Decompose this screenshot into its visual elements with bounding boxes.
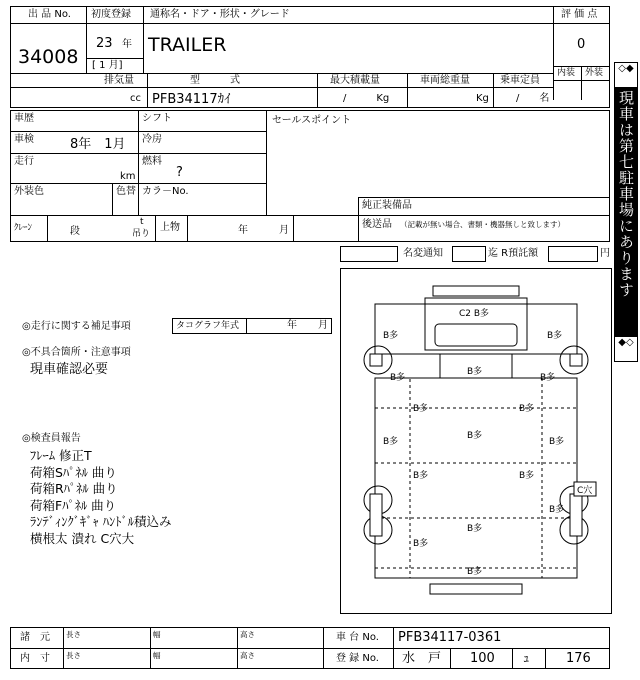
yen-label: 円 <box>600 248 610 259</box>
damage-label: B多 <box>383 437 399 447</box>
damage-label: B多 <box>413 539 429 549</box>
max-load-unit: / Kg <box>343 93 390 104</box>
defects-title: ◎不具合箇所・注意事項 <box>22 347 131 358</box>
side-banner <box>614 88 638 336</box>
side-banner-top: ◇◆ <box>614 62 638 88</box>
cab-roof <box>433 286 519 296</box>
type-label: 型 式 <box>190 75 240 86</box>
driving-title: ◎走行に関する補足事項 <box>22 321 131 332</box>
lot-number: 34008 <box>18 46 79 68</box>
shift-label: シフト <box>142 113 172 124</box>
height-label-2: 高さ <box>240 651 255 660</box>
defects-text: 現車確認必要 <box>30 362 109 377</box>
ac-label: 冷房 <box>142 134 162 145</box>
damage-label: B多 <box>547 331 563 341</box>
tacho-month: 月 <box>318 320 328 331</box>
width-label-2: 幅 <box>153 651 161 660</box>
damage-label: B多 <box>467 567 483 577</box>
gross-weight-unit: Kg <box>476 93 489 104</box>
damage-label: B多 <box>413 404 429 414</box>
displacement-label: 排気量 <box>104 75 134 86</box>
crane-ton: t <box>140 217 144 227</box>
inspector-line: ﾌﾚｰﾑ 修正T <box>30 448 92 463</box>
crane-label: ｸﾚｰﾝ <box>14 223 33 233</box>
width-label: 幅 <box>153 630 161 639</box>
upper-month: 月 <box>279 225 289 236</box>
car-name: TRAILER <box>148 34 227 56</box>
displacement-unit: cc <box>130 93 141 104</box>
damage-label: C2 B多 <box>459 309 490 319</box>
inspector-line: 荷箱Rﾊﾟﾈﾙ 曲り <box>30 481 118 496</box>
inspection-label: 車検 <box>14 134 34 145</box>
first-reg-year-unit: 年 <box>122 39 132 50</box>
interior-grade-label: 内装 <box>557 68 576 78</box>
genuine-equipment-label: 純正装備品 <box>362 200 412 211</box>
crane-hang: 吊り <box>132 229 151 239</box>
tacho-label: タコグラフ年式 <box>176 321 240 331</box>
truck-diagram <box>340 268 612 614</box>
mileage-unit: km <box>120 171 136 182</box>
history-label: 車歴 <box>14 113 34 124</box>
damage-label: B多 <box>383 331 399 341</box>
inspection-value: 8年 1月 <box>70 137 126 152</box>
upper-year: 年 <box>238 225 248 236</box>
inspector-lines <box>30 448 171 547</box>
first-reg-month: [ 1 月] <box>92 60 123 71</box>
color-change-label: 色替 <box>116 186 136 197</box>
chassis-label: 車 台 No. <box>336 632 379 643</box>
type-value: PFB34117ｶｲ <box>152 92 231 107</box>
delivery-label: 後送品 <box>362 219 392 230</box>
damage-label: B多 <box>467 367 483 377</box>
inspector-line: ﾗﾝﾃﾞｨﾝｸﾞｷﾞｬ ﾊﾝﾄﾞﾙ積込み <box>30 514 172 529</box>
delivery-note: （記載が無い場合、書類・機器無しと致します） <box>400 220 565 229</box>
damage-label: B多 <box>549 505 565 515</box>
upper-label: 上物 <box>160 222 180 233</box>
length-label-2: 長さ <box>66 651 81 660</box>
exterior-color-label: 外装色 <box>14 186 44 197</box>
damage-label: B多 <box>413 471 429 481</box>
name-change-date-box[interactable] <box>452 246 486 262</box>
tacho-year: 年 <box>287 320 297 331</box>
side-banner-text: 現車は第七駐車場にあります <box>617 90 635 298</box>
lot-label: 出 品 No. <box>28 9 71 20</box>
capacity-unit: / 名 <box>516 93 550 104</box>
name-change-box[interactable] <box>340 246 398 262</box>
refund-label: 迄 R預託額 <box>488 248 539 259</box>
name-change-label: 名変通知 <box>403 248 443 259</box>
inspector-line: 荷箱Sﾊﾟﾈﾙ 曲り <box>30 464 117 480</box>
reg-kana: ｭ <box>523 651 530 666</box>
rating-value: 0 <box>577 37 586 52</box>
fuel-label: 燃料 <box>142 156 162 167</box>
mileage-label: 走行 <box>14 156 34 167</box>
reg-class: 100 <box>470 651 495 666</box>
first-reg-year: 23 <box>96 36 113 51</box>
height-label: 高さ <box>240 630 255 639</box>
reg-area: 水 戸 <box>402 651 442 666</box>
chassis-value: PFB34117-0361 <box>398 630 502 645</box>
damage-label: B多 <box>390 373 406 383</box>
damage-label: B多 <box>540 373 556 383</box>
reg-label: 登 録 No. <box>336 653 379 664</box>
rating-label: 評 価 点 <box>561 9 598 20</box>
crane-stage: 段 <box>70 226 80 237</box>
inspector-line: 荷箱Fﾊﾟﾈﾙ 曲り <box>30 497 117 513</box>
reg-number: 176 <box>566 651 591 666</box>
side-banner-bottom: ◆◇ <box>614 336 638 362</box>
damage-label: B多 <box>549 437 565 447</box>
damage-label: B多 <box>519 471 535 481</box>
inspector-line: 横根太 潰れ C穴大 <box>30 530 135 546</box>
capacity-label: 乗車定員 <box>500 75 540 86</box>
interior-dim-label: 内 寸 <box>20 653 50 664</box>
length-label: 長さ <box>66 630 81 639</box>
damage-label: B多 <box>467 431 483 441</box>
spec-label: 諸 元 <box>20 632 50 643</box>
color-code-label: カラ－No. <box>142 186 189 197</box>
refund-amount-box[interactable] <box>548 246 598 262</box>
c-hole-label: C穴 <box>577 486 593 496</box>
sales-point-label: セールスポイント <box>272 115 352 126</box>
fuel-value: ? <box>176 165 183 180</box>
exterior-grade-label: 外装 <box>585 68 604 78</box>
inspector-title: ◎検査員報告 <box>22 433 81 444</box>
gross-weight-label: 車両総重量 <box>420 75 470 86</box>
windshield <box>435 324 517 346</box>
first-reg-label: 初度登録 <box>91 9 131 20</box>
model-label: 通称名・ドア・形状・グレード <box>150 9 290 20</box>
damage-label: B多 <box>467 524 483 534</box>
damage-label: B多 <box>519 404 535 414</box>
max-load-label: 最大積載量 <box>330 75 380 86</box>
